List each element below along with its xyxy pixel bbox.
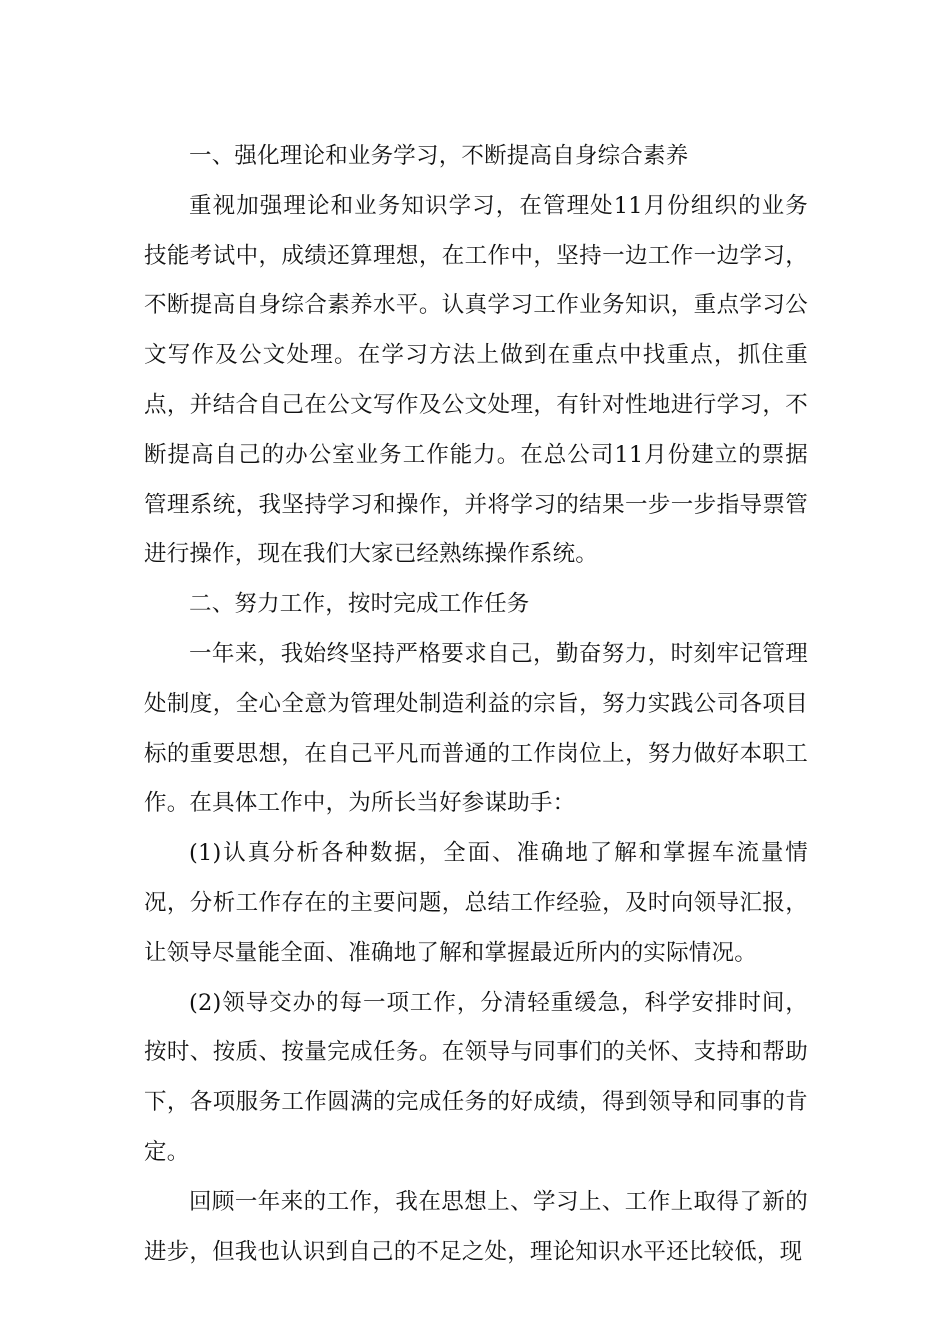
body-paragraph: 重视加强理论和业务知识学习，在管理处11月份组织的业务技能考试中，成绩还算理想，在工作中，坚持一边工作一边学习，不断提高自身综合素养水平。认真学习工作业务知识，重点学习公文写作及公文处理。在学习方法上做到在重点中找重点，抓住重点，并结合自己在公文写作及公文处理，有针对性地进行学习，不断提高自己的办公室业务工作能力。在总公司11月份建立的票据管理系统，我坚持学习和操作，并将学习的结果一步一步指导票管进行操作，现在我们大家已经熟练操作系统。	[144, 192, 808, 568]
section-heading-2: 二、努力工作，按时完成工作任务	[189, 591, 530, 618]
list-item-2: (2)领导交办的每一项工作，分清轻重缓急，科学安排时间，按时、按质、按量完成任务。在领导与同事们的关怀、支持和帮助下，各项服务工作圆满的完成任务的好成绩，得到领导和同事的肯定。	[144, 989, 808, 1165]
body-paragraph: 一年来，我始终坚持严格要求自己，勤奋努力，时刻牢记管理处制度，全心全意为管理处制造利益的宗旨，努力实践公司各项目标的重要思想，在自己平凡而普通的工作岗位上，努力做好本职工作。在具体工作中，为所长当好参谋助手：	[144, 640, 808, 817]
list-item-1: (1)认真分析各种数据，全面、准确地了解和掌握车流量情况，分析工作存在的主要问题，总结工作经验，及时向领导汇报，让领导尽量能全面、准确地了解和掌握最近所内的实际情况。	[144, 840, 808, 966]
body-paragraph: 回顾一年来的工作，我在思想上、学习上、工作上取得了新的进步，但我也认识到自己的不足之处，理论知识水平还比较低，现	[144, 1188, 808, 1265]
section-heading-1: 一、强化理论和业务学习，不断提高自身综合素养	[189, 143, 689, 169]
document-body	[144, 132, 808, 1277]
